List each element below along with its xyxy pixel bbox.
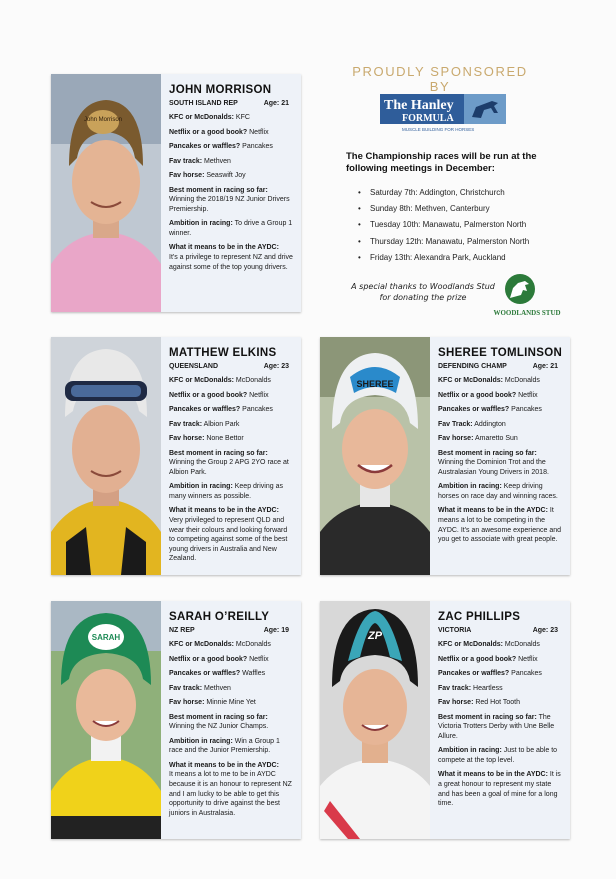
driver-name: JOHN MORRISON <box>169 84 272 96</box>
driver-info <box>430 337 570 575</box>
media-answer: Netflix or a good book? Netflix <box>169 655 269 663</box>
ambition-answer: Ambition in racing: Win a Group 1 race and the Junior Premiership. <box>169 737 280 755</box>
driver-card-sarah-oreilly <box>51 601 301 839</box>
driver-photo <box>320 337 430 575</box>
helmet-lettering: SARAH <box>91 633 121 642</box>
media-answer: Netflix or a good book? Netflix <box>169 128 269 136</box>
driver-role-row <box>169 100 295 107</box>
driver-role: DEFENDING CHAMP <box>438 363 507 370</box>
driver-info <box>161 337 301 575</box>
aydc-answer: What it means to be in the AYDC: It means a lot to me to be in AYDC because it is an honour to represent NZ and I am lucky to be able to get this opportunity to drive against the best juniors in Australasia. <box>169 761 292 817</box>
logo-sub-text: FORMULA <box>402 113 454 124</box>
media-answer: Netflix or a good book? Netflix <box>438 655 538 663</box>
track-answer: Fav track: Heartless <box>438 684 503 692</box>
list-item: • Tuesday 10th: Manawatu, Palmerston North <box>358 217 529 233</box>
driver-age: Age: 21 <box>263 100 289 107</box>
driver-age: Age: 23 <box>263 363 289 370</box>
moment-answer: Best moment in racing so far: Winning the 2018/19 NZ Junior Drivers Premiership. <box>169 186 290 213</box>
logo-main-text: The Hanley <box>384 98 454 113</box>
media-answer: Netflix or a good book? Netflix <box>438 391 538 399</box>
driver-role: NZ REP <box>169 627 195 634</box>
moment-answer: Best moment in racing so far: Winning the Dominion Trot and the Australasian Young Drivers in 2018. <box>438 449 549 476</box>
helmet-lettering: John Morrison <box>83 117 123 123</box>
breakfast-answer: Pancakes or waffles? Pancakes <box>169 143 273 150</box>
thanks-note: A special thanks to Woodlands Stud for donating the prize <box>351 282 495 302</box>
list-item: • Friday 13th: Alexandra Park, Auckland <box>358 250 529 266</box>
moment-answer: Best moment in racing so far: Winning the Group 2 APG 2YO race at Albion Park. <box>169 449 289 476</box>
driver-info <box>161 74 301 312</box>
logo-tagline: MUSCLE BUILDING FOR HORSES <box>402 127 475 132</box>
driver-role-row <box>169 363 295 370</box>
horse-answer: Fav horse: Red Hot Tooth <box>438 699 520 706</box>
breakfast-answer: Pancakes or waffles? Waffles <box>169 670 266 677</box>
ambition-answer: Ambition in racing: Keep driving as many winners as possible. <box>169 483 283 500</box>
breakfast-answer: Pancakes or waffles? Pancakes <box>438 670 542 677</box>
helmet-lettering: SHEREE <box>356 379 394 389</box>
breakfast-answer: Pancakes or waffles? Pancakes <box>438 406 542 413</box>
driver-info <box>430 601 570 839</box>
driver-age: Age: 21 <box>532 363 558 370</box>
woodlands-logo-text: WOODLANDS STUD <box>493 309 561 317</box>
driver-card-zac-phillips <box>320 601 570 839</box>
meetings-list <box>358 185 529 266</box>
ambition-answer: Ambition in racing: To drive a Group 1 winner. <box>169 220 293 237</box>
driver-info <box>161 601 301 839</box>
championship-intro: The Championship races will be run at the following meetings in December: <box>346 151 537 174</box>
horse-answer: Fav horse: None Bettor <box>169 435 244 442</box>
driver-photo <box>320 601 430 839</box>
food-answer: KFC or McDonalds: McDonalds <box>169 377 271 384</box>
list-item: • Thursday 12th: Manawatu, Palmerston North <box>358 234 529 250</box>
aydc-answer: What it means to be in the AYDC: It means a lot to be competing in the AYDC. It's an awesome experience and you get to associate with great people. <box>438 507 561 544</box>
track-answer: Fav track: Albion Park <box>169 420 240 428</box>
driver-role-row <box>438 627 564 634</box>
horse-answer: Fav horse: Seaswift Joy <box>169 172 246 179</box>
driver-photo <box>51 74 161 312</box>
track-answer: Fav track: Methven <box>169 684 231 692</box>
driver-role-row <box>169 627 295 634</box>
food-answer: KFC or McDonalds: KFC <box>169 114 250 121</box>
driver-photo <box>51 337 161 575</box>
aydc-answer: What it means to be in the AYDC: Very privileged to represent QLD and wear their colours and looking forward to competing against some of the best young drivers in Australia and New Zealand. <box>169 507 288 563</box>
driver-name: SARAH O’REILLY <box>169 611 270 623</box>
ambition-answer: Ambition in racing: Keep driving horses on race day and winning races. <box>438 483 558 500</box>
driver-name: SHEREE TOMLINSON <box>438 347 563 359</box>
track-answer: Fav track: Methven <box>169 157 231 165</box>
food-answer: KFC or McDonalds: McDonalds <box>438 641 540 648</box>
driver-card-sheree-tomlinson <box>320 337 570 575</box>
aydc-answer: What it means to be in the AYDC: It is a great honour to represent my state and has been a goal of mine for a long time. <box>438 771 561 808</box>
list-item: • Saturday 7th: Addington, Christchurch <box>358 185 529 201</box>
list-item: • Sunday 8th: Methven, Canterbury <box>358 201 529 217</box>
driver-role-row <box>438 363 564 370</box>
driver-role: SOUTH ISLAND REP <box>169 100 238 107</box>
driver-age: Age: 23 <box>532 627 558 634</box>
horse-answer: Fav horse: Minnie Mine Yet <box>169 699 256 706</box>
aydc-answer: What it means to be in the AYDC: It's a privilege to represent NZ and drive against some of the top young drivers. <box>169 244 293 271</box>
breakfast-answer: Pancakes or waffles? Pancakes <box>169 406 273 413</box>
food-answer: KFC or McDonalds: McDonalds <box>438 377 540 384</box>
horse-answer: Fav horse: Amaretto Sun <box>438 435 518 442</box>
driver-photo <box>51 601 161 839</box>
driver-card-matthew-elkins <box>51 337 301 575</box>
ambition-answer: Ambition in racing: Just to be able to compete at the top level. <box>438 747 558 764</box>
driver-name: ZAC PHILLIPS <box>438 611 521 623</box>
food-answer: KFC or McDonalds: McDonalds <box>169 641 271 648</box>
media-answer: Netflix or a good book? Netflix <box>169 391 269 399</box>
track-answer: Fav Track: Addington <box>438 420 506 428</box>
driver-role: VICTORIA <box>438 627 472 634</box>
driver-age: Age: 19 <box>263 627 289 634</box>
moment-answer: Best moment in racing so far: Winning the NZ Junior Champs. <box>169 713 269 731</box>
sponsor-title: PROUDLY SPONSORED BY <box>352 64 528 94</box>
driver-name: MATTHEW ELKINS <box>169 347 277 359</box>
driver-card-john-morrison <box>51 74 301 312</box>
hanley-formula-logo <box>380 91 512 133</box>
moment-answer: Best moment in racing so far: The Victoria Trotters Derby with Une Belle Allure. <box>438 713 555 740</box>
helmet-lettering: ZP <box>367 630 383 642</box>
woodlands-stud-logo <box>493 271 561 323</box>
driver-role: QUEENSLAND <box>169 363 219 370</box>
